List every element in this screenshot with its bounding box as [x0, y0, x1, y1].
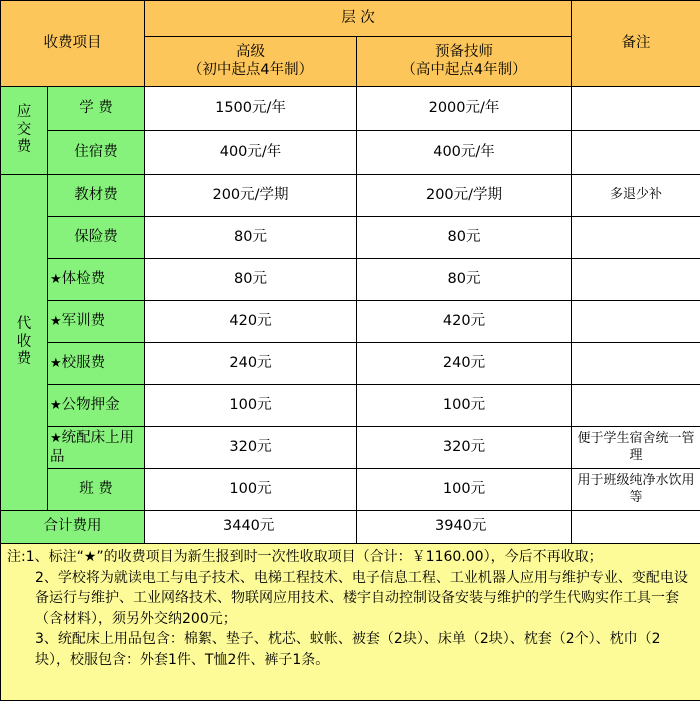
fee-item-name [48, 469, 145, 511]
fee-item-label: 保险费 [74, 228, 118, 245]
fee-item-label: 体检费 [61, 270, 106, 287]
prep-level-header [357, 37, 572, 87]
fee-item-name [48, 87, 145, 131]
note-2: 2、学校将为就读电工与电子技术、电梯工程技术、电子信息工程、工业机器人应用与维护专业、变配电设备运行与维护、工业网络技术、物联网应用技术、楼宇自动控制设备安装与维护的学生代购实作工具一套（含材料），须另外交纳200元； [35, 569, 688, 627]
fee-remark [572, 259, 700, 301]
fee-item-name [48, 131, 145, 175]
fee-prep: 100元 [357, 385, 572, 427]
fee-senior: 100元 [145, 385, 357, 427]
fee-remark [572, 131, 700, 175]
fee-prep: 200元/学期 [357, 175, 572, 217]
prep-level-title: 预备技师 [435, 44, 493, 61]
fee-senior: 1500元/年 [145, 87, 357, 131]
prep-level-subtitle: （高中起点4年制） [401, 61, 527, 78]
fee-item-name [48, 385, 145, 427]
fee-item-label: 班 费 [79, 481, 113, 498]
fee-senior: 200元/学期 [145, 175, 357, 217]
level-header: 层 次 [145, 1, 572, 37]
note-1: 注:1、标注“★”的收费项目为新生报到时一次性收取项目（合计：￥1160.00），今后不再收取； [7, 549, 603, 565]
star-icon: ★ [50, 397, 62, 413]
fee-prep: 2000元/年 [357, 87, 572, 131]
total-senior: 3440元 [145, 511, 357, 544]
fee-remark: 多退少补 [572, 175, 700, 217]
fee-remark: 用于班级纯净水饮用等 [572, 469, 700, 511]
fee-row [1, 385, 700, 427]
fee-remark [572, 385, 700, 427]
fee-senior: 240元 [145, 343, 357, 385]
fee-item-label: 教材费 [74, 186, 118, 203]
fee-item-label: 校服费 [61, 354, 106, 371]
fee-remark [572, 87, 700, 131]
fee-senior: 100元 [145, 469, 357, 511]
fee-item-name [48, 175, 145, 217]
fee-row [1, 469, 700, 511]
total-label: 合计费用 [1, 511, 145, 544]
notes-row [1, 544, 700, 701]
fee-item-name [48, 427, 145, 469]
fee-prep: 100元 [357, 469, 572, 511]
fee-row [1, 343, 700, 385]
fee-item-name [48, 259, 145, 301]
notes [1, 544, 700, 701]
fee-row [1, 175, 700, 217]
fee-item-name [48, 343, 145, 385]
star-icon: ★ [50, 430, 62, 446]
fee-senior: 420元 [145, 301, 357, 343]
fee-item-label: 公物押金 [61, 396, 120, 413]
star-icon: ★ [50, 355, 62, 371]
fee-prep: 80元 [357, 217, 572, 259]
fee-prep: 240元 [357, 343, 572, 385]
item-header: 收费项目 [1, 1, 145, 87]
fee-row [1, 87, 700, 131]
senior-level-header [145, 37, 357, 87]
fee-prep: 80元 [357, 259, 572, 301]
fee-body [1, 87, 700, 511]
fee-item-label: 住宿费 [74, 143, 118, 160]
fee-prep: 320元 [357, 427, 572, 469]
fee-remark [572, 301, 700, 343]
fee-remark [572, 217, 700, 259]
fee-senior: 80元 [145, 217, 357, 259]
total-row [1, 511, 700, 544]
fee-item-label: 军训费 [61, 312, 106, 329]
fee-row [1, 427, 700, 469]
total-remark [572, 511, 700, 544]
group-payable: 应 交 费 [1, 87, 48, 175]
remark-header: 备注 [572, 1, 700, 87]
fee-row [1, 259, 700, 301]
fee-row [1, 131, 700, 175]
fee-row [1, 217, 700, 259]
group-collected: 代 收 费 [1, 175, 48, 511]
fee-item-name [48, 217, 145, 259]
fee-prep: 400元/年 [357, 131, 572, 175]
fee-senior: 80元 [145, 259, 357, 301]
senior-level-subtitle: （初中起点4年制） [187, 61, 314, 78]
fee-prep: 420元 [357, 301, 572, 343]
fee-item-label: 统配床上用品 [50, 429, 135, 465]
fee-remark [572, 343, 700, 385]
header-row [1, 1, 700, 37]
total-prep: 3940元 [357, 511, 572, 544]
star-icon: ★ [50, 313, 62, 329]
star-icon: ★ [50, 271, 62, 287]
note-3: 3、统配床上用品包含：棉絮、垫子、枕芯、蚊帐、被套（2块）、床单（2块）、枕套（2个）、枕巾（2块），校服包含：外套1件、T恤2件、裤子1条。 [35, 631, 661, 668]
fee-senior: 400元/年 [145, 131, 357, 175]
senior-level-title: 高级 [236, 44, 265, 61]
fee-item-label: 学 费 [79, 100, 113, 117]
fee-item-name [48, 301, 145, 343]
fee-row [1, 301, 700, 343]
fee-remark: 便于学生宿舍统一管理 [572, 427, 700, 469]
fee-senior: 320元 [145, 427, 357, 469]
